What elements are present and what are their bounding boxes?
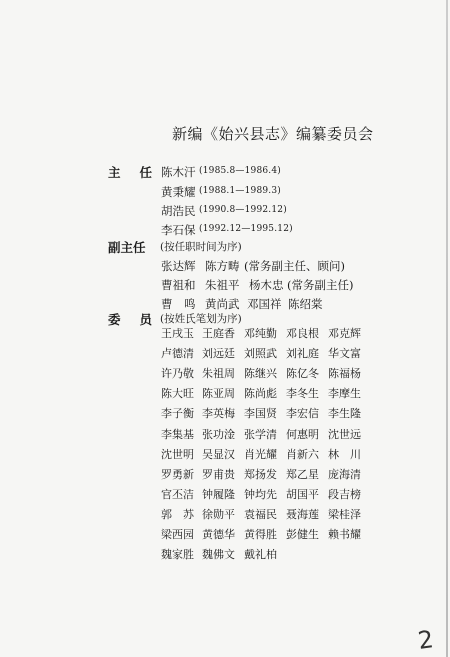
deputy-name: 张达辉 xyxy=(161,259,196,273)
director-term: (1992.12—1995.12) xyxy=(199,224,293,234)
member-name: 李宏信 xyxy=(286,407,319,421)
member-name: 吴显汉 xyxy=(202,447,235,461)
page-title: 新编《始兴县志》编纂委员会 xyxy=(172,125,374,143)
member-name: 彭健生 xyxy=(286,528,319,541)
deputy-name: 朱祖平 xyxy=(205,278,240,292)
member-name: 罗勇新 xyxy=(161,467,194,481)
member-name: 徐勋平 xyxy=(202,507,235,521)
member-name: 张学清 xyxy=(244,427,277,441)
member-name: 罗甫贵 xyxy=(202,467,235,481)
director-term: (1985.8—1986.4) xyxy=(199,166,282,176)
member-name: 钟履隆 xyxy=(202,487,235,501)
deputy-note-text: (常务副主任) xyxy=(287,278,354,292)
member-name: 张功淦 xyxy=(202,427,235,441)
member-name: 陈尚彪 xyxy=(244,387,277,401)
member-name: 陈亿冬 xyxy=(286,367,319,381)
member-name: 李生隆 xyxy=(328,407,361,421)
member-name: 官丕洁 xyxy=(161,487,194,501)
member-name: 华文富 xyxy=(328,347,361,361)
director-row xyxy=(0,183,450,201)
member-name: 何惠明 xyxy=(286,427,319,441)
member-name: 段吉榜 xyxy=(328,487,361,501)
member-name: 李国贤 xyxy=(244,407,277,421)
deputy-note: (按任职时间为序) xyxy=(160,241,242,253)
deputy-name: 曹 鸣 xyxy=(161,297,196,311)
member-name: 魏家胜 xyxy=(161,548,194,562)
members-note: (按姓氏笔划为序) xyxy=(160,313,242,325)
member-name: 李子衡 xyxy=(161,407,194,421)
member-name: 钟均先 xyxy=(244,487,277,501)
member-name: 林 川 xyxy=(328,447,361,461)
member-name: 李英梅 xyxy=(202,407,235,421)
deputy-name: 陈方畴 xyxy=(205,259,240,273)
director-term: (1988.1—1989.3) xyxy=(199,186,282,196)
member-name: 郭 苏 xyxy=(161,507,194,521)
member-name: 黄德华 xyxy=(202,528,235,541)
director-name: 黄秉耀 xyxy=(161,185,196,199)
member-name: 魏佛文 xyxy=(202,548,235,562)
member-name: 梁桂泽 xyxy=(328,507,361,521)
member-name: 郑乙星 xyxy=(286,467,319,481)
member-name: 陈大旺 xyxy=(161,387,194,401)
member-name: 李冬生 xyxy=(286,387,319,401)
member-name: 梁西园 xyxy=(161,528,194,541)
member-name: 李摩生 xyxy=(328,387,361,401)
member-name: 聂海莲 xyxy=(286,507,319,521)
director-row xyxy=(0,163,450,181)
member-name: 肖光耀 xyxy=(244,447,277,461)
member-name: 袁福民 xyxy=(244,507,277,521)
director-name: 陈木汗 xyxy=(161,165,196,179)
deputy-header xyxy=(0,238,450,256)
member-name: 沈世明 xyxy=(161,447,194,461)
member-name: 刘礼庭 xyxy=(286,347,319,361)
deputy-label: 副主任 xyxy=(108,240,146,255)
member-name: 邓良根 xyxy=(286,327,319,340)
director-name: 胡浩民 xyxy=(161,204,196,218)
member-name: 庞海清 xyxy=(328,467,361,481)
handwritten-page-number: 2 xyxy=(416,625,436,655)
member-name: 胡国平 xyxy=(286,487,319,501)
member-name: 肖新六 xyxy=(286,447,319,461)
member-name: 陈福杨 xyxy=(328,367,361,381)
member-name: 邓纯勤 xyxy=(244,327,277,340)
member-name: 郑扬发 xyxy=(244,467,277,481)
deputy-name: 黄尚武 xyxy=(205,297,240,311)
member-name: 朱祖周 xyxy=(202,367,235,381)
deputy-row xyxy=(0,276,450,294)
member-name: 赖书耀 xyxy=(328,528,361,541)
director-row xyxy=(0,202,450,220)
deputy-name: 杨木忠 xyxy=(249,278,284,292)
member-name: 卢德清 xyxy=(161,347,194,361)
member-name: 刘远廷 xyxy=(202,347,235,361)
director-row xyxy=(0,221,450,239)
member-name: 李集基 xyxy=(161,427,194,441)
director-term: (1990.8—1992.12) xyxy=(199,205,287,215)
member-name: 王庭香 xyxy=(202,327,235,340)
member-name: 黄得胜 xyxy=(244,528,277,541)
member-name: 刘照武 xyxy=(244,347,277,361)
deputy-row xyxy=(0,257,450,275)
member-name: 戴礼柏 xyxy=(244,548,277,562)
page-edge xyxy=(446,0,448,657)
member-name: 许乃敬 xyxy=(161,367,194,381)
member-name: 沈世远 xyxy=(328,427,361,441)
deputy-name: 邓国祥 xyxy=(247,297,282,311)
member-name: 邓克辉 xyxy=(328,327,361,340)
members-label: 委 员 xyxy=(108,312,152,327)
member-name: 陈亚周 xyxy=(202,387,235,401)
member-name: 王戌玉 xyxy=(161,327,194,340)
deputy-name: 陈绍棠 xyxy=(288,297,323,311)
director-name: 李石保 xyxy=(161,223,196,237)
deputy-note-text: (常务副主任、顾问) xyxy=(244,259,345,273)
director-label: 主 任 xyxy=(108,165,152,180)
deputy-name: 曹祖和 xyxy=(161,278,196,292)
member-name: 陈继兴 xyxy=(244,367,277,381)
